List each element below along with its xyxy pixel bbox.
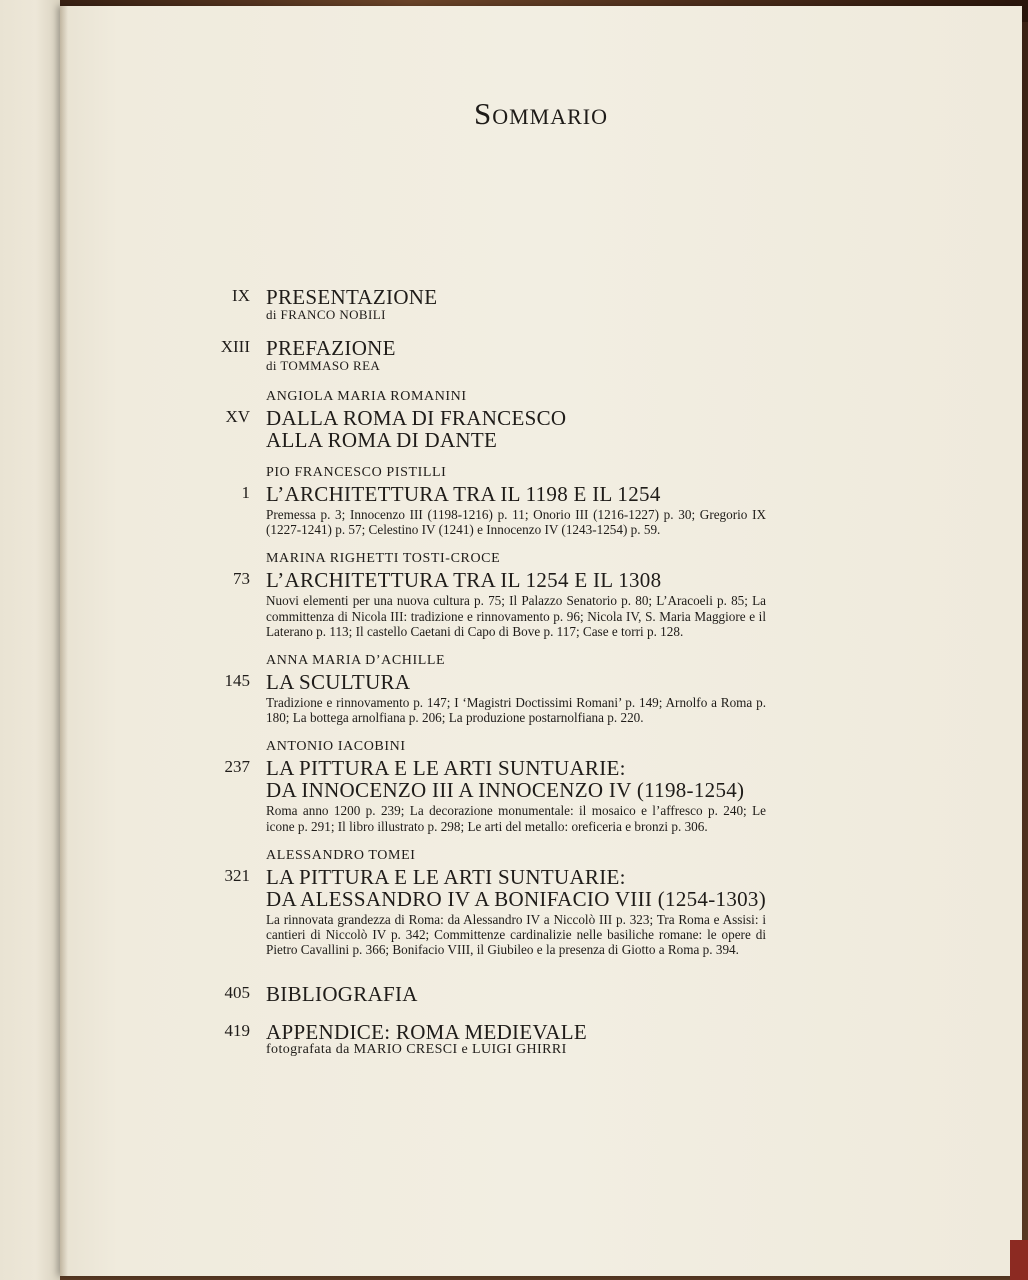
page-number: 145 xyxy=(224,671,250,691)
red-object-corner xyxy=(1010,1240,1028,1280)
toc-entry-bibliografia xyxy=(224,982,846,1007)
toc-entry-romanini xyxy=(225,389,846,452)
page-number: IX xyxy=(232,286,250,305)
page-gutter-shadow xyxy=(60,6,68,1276)
entry-title-line2: DA ALESSANDRO IV A BONIFACIO VIII (1254-1303) xyxy=(266,886,767,911)
entry-title: BIBLIOGRAFIA xyxy=(266,982,418,1007)
entry-byline: fotografata da MARIO CRESCI e LUIGI GHIRRI xyxy=(266,1042,567,1058)
entry-description: Nuovi elementi per una nuova cultura p. 75; Il Palazzo Senatorio p. 80; L’Aracoeli p. 85; La committenza di Nicola III: tradizione e rinnovamento p. 96; Nicola IV, S. Maria Maggiore e il Laterano p. 113; Il castello Caetani di Capo di Bove p. 117; Case e torri p. 128. xyxy=(266,593,766,639)
toc-entry-iacobini xyxy=(224,739,846,834)
entry-author: ANNA MARIA D’ACHILLE xyxy=(266,653,446,669)
toc-entry-dachille xyxy=(224,653,846,726)
entry-title: PREFAZIONE xyxy=(266,336,396,360)
page-title: Sommario xyxy=(473,96,609,131)
entry-byline: di TOMMASO REA xyxy=(266,358,381,373)
page-number: XV xyxy=(225,407,250,426)
table-of-contents xyxy=(220,285,846,1058)
entry-title: L’ARCHITETTURA TRA IL 1254 E IL 1308 xyxy=(266,568,662,593)
toc-entry-presentazione xyxy=(232,285,846,322)
entry-title-line1: LA PITTURA E LE ARTI SUNTUARIE: xyxy=(266,756,626,781)
entry-description: La rinnovata grandezza di Roma: da Alessandro IV a Niccolò III p. 323; Tra Roma e Assisi: i cantieri di Niccolò IV p. 342; Committenze cardinalizie nelle basiliche romane: le opere di Pietro Cavallini p. 366; Bonifacio VIII, il Giubileo e la presenza di Giotto a Roma p. 394. xyxy=(266,911,766,958)
entry-title-line1: LA PITTURA E LE ARTI SUNTUARIE: xyxy=(266,864,626,889)
page-number: XIII xyxy=(220,337,250,356)
entry-title-line1: DALLA ROMA DI FRANCESCO xyxy=(266,406,567,430)
entry-description: Tradizione e rinnovamento p. 147; I ‘Magistri Doctissimi Romani’ p. 149; Arnolfo a Roma p. 180; La bottega arnolfiana p. 206; La produzione postarnolfiana p. 220. xyxy=(266,695,766,726)
page-number: 405 xyxy=(224,983,250,1003)
entry-title-line2: DA INNOCENZO III A INNOCENZO IV (1198-1254) xyxy=(266,778,745,803)
entry-byline: di FRANCO NOBILI xyxy=(266,307,386,322)
entry-title-line2: ALLA ROMA DI DANTE xyxy=(266,428,498,452)
toc-entry-righetti xyxy=(233,551,846,639)
toc-entry-appendice xyxy=(224,1020,846,1058)
entry-title: APPENDICE: ROMA MEDIEVALE xyxy=(266,1020,587,1045)
page-number: 419 xyxy=(224,1021,250,1041)
entry-author: PIO FRANCESCO PISTILLI xyxy=(266,465,447,480)
entry-description: Roma anno 1200 p. 239; La decorazione monumentale: il mosaico e l’affresco p. 240; Le icone p. 291; Il libro illustrato p. 298; Le arti del metallo: oreficeria e bronzi p. 306. xyxy=(266,803,766,834)
facing-page-edge xyxy=(0,0,60,1280)
toc-entry-tomei xyxy=(224,847,846,958)
entry-author: MARINA RIGHETTI TOSTI-CROCE xyxy=(266,551,501,567)
toc-entry-prefazione xyxy=(220,336,846,373)
entry-title: L’ARCHITETTURA TRA IL 1198 E IL 1254 xyxy=(266,482,661,506)
entry-author: ANGIOLA MARIA ROMANINI xyxy=(266,389,467,404)
entry-author: ANTONIO IACOBINI xyxy=(266,739,406,755)
entry-author: ALESSANDRO TOMEI xyxy=(266,847,416,863)
page-number: 237 xyxy=(224,757,250,777)
page-number: 1 xyxy=(241,483,250,502)
page-number: 73 xyxy=(233,569,250,589)
entry-title: LA SCULTURA xyxy=(266,670,411,695)
entry-description: Premessa p. 3; Innocenzo III (1198-1216) p. 11; Onorio III (1216-1227) p. 30; Gregorio IX (1227-1241) p. 57; Celestino IV (1241) e Innocenzo IV (1243-1254) p. 59. xyxy=(266,507,766,538)
entry-title: PRESENTAZIONE xyxy=(266,285,438,309)
page-number: 321 xyxy=(224,865,250,885)
toc-entry-pistilli xyxy=(241,465,846,538)
